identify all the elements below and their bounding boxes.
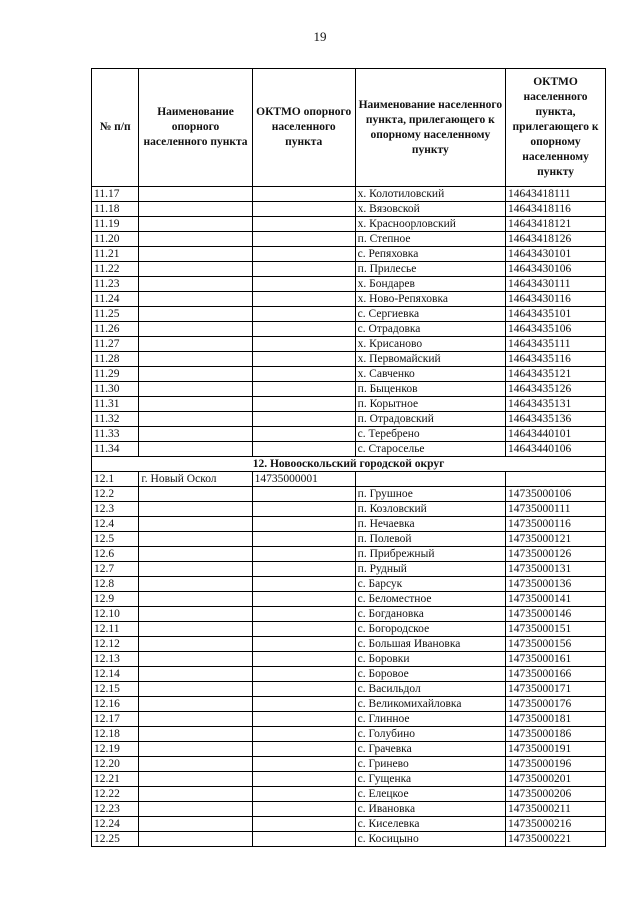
adjacent-settlement-oktmo: 14643435101	[506, 307, 606, 322]
row-number: 12.17	[92, 712, 139, 727]
adjacent-settlement-oktmo: 14735000171	[506, 682, 606, 697]
table-body-section-12	[92, 487, 606, 847]
table-row	[92, 532, 606, 547]
adjacent-settlement-oktmo: 14735000181	[506, 712, 606, 727]
adjacent-settlement-oktmo: 14643440106	[506, 442, 606, 457]
table-row	[92, 427, 606, 442]
row-number: 12.21	[92, 772, 139, 787]
row-number: 11.19	[92, 217, 139, 232]
table-row	[92, 667, 606, 682]
adjacent-settlement-oktmo: 14735000166	[506, 667, 606, 682]
table-row	[92, 217, 606, 232]
adjacent-settlement-oktmo: 14735000106	[506, 487, 606, 502]
adjacent-settlement-name: с. Голубино	[355, 727, 505, 742]
support-settlement-name	[139, 832, 252, 847]
support-settlement-oktmo	[252, 682, 355, 697]
header-adjacent-name: Наименование населенного пункта, прилегающего к опорному населенному пункту	[355, 69, 505, 187]
support-settlement-oktmo	[252, 292, 355, 307]
support-settlement-name	[139, 727, 252, 742]
adjacent-settlement-oktmo: 14735000121	[506, 532, 606, 547]
row-number: 11.27	[92, 337, 139, 352]
adjacent-settlement-name: х. Бондарев	[355, 277, 505, 292]
adjacent-settlement-name: с. Васильдол	[355, 682, 505, 697]
adjacent-settlement-oktmo: 14735000141	[506, 592, 606, 607]
support-settlement-oktmo	[252, 532, 355, 547]
adjacent-settlement-name: с. Киселевка	[355, 817, 505, 832]
support-settlement-name	[139, 337, 252, 352]
adjacent-settlement-oktmo: 14735000191	[506, 742, 606, 757]
adjacent-settlement-name: с. Беломестное	[355, 592, 505, 607]
adjacent-settlement-oktmo: 14735000151	[506, 622, 606, 637]
support-settlement-oktmo	[252, 352, 355, 367]
adjacent-settlement-oktmo	[506, 472, 606, 487]
support-settlement-name	[139, 427, 252, 442]
row-number: 12.3	[92, 502, 139, 517]
row-number: 12.18	[92, 727, 139, 742]
table-row	[92, 232, 606, 247]
support-settlement-oktmo	[252, 322, 355, 337]
support-settlement-name	[139, 592, 252, 607]
support-settlement-name	[139, 682, 252, 697]
section-title: 12. Новооскольский городской округ	[92, 457, 606, 472]
header-number: № п/п	[92, 69, 139, 187]
support-settlement-oktmo	[252, 247, 355, 262]
support-settlement-oktmo	[252, 817, 355, 832]
table-row	[92, 652, 606, 667]
support-settlement-oktmo	[252, 787, 355, 802]
table-row	[92, 757, 606, 772]
adjacent-settlement-name: с. Елецкое	[355, 787, 505, 802]
row-number: 12.1	[92, 472, 139, 487]
table-row	[92, 487, 606, 502]
row-number: 11.30	[92, 382, 139, 397]
adjacent-settlement-oktmo: 14643418121	[506, 217, 606, 232]
support-settlement-oktmo	[252, 772, 355, 787]
support-settlement-name	[139, 202, 252, 217]
support-settlement-oktmo	[252, 382, 355, 397]
table-row	[92, 682, 606, 697]
support-settlement-oktmo	[252, 697, 355, 712]
support-settlement-oktmo	[252, 727, 355, 742]
support-settlement-oktmo	[252, 562, 355, 577]
adjacent-settlement-name: х. Красноорловский	[355, 217, 505, 232]
row-number: 12.8	[92, 577, 139, 592]
support-settlement-row	[92, 472, 606, 487]
row-number: 11.25	[92, 307, 139, 322]
table-body-section-12-title	[92, 457, 606, 487]
row-number: 11.28	[92, 352, 139, 367]
support-settlement-oktmo	[252, 202, 355, 217]
table-body-section-11	[92, 187, 606, 457]
row-number: 11.26	[92, 322, 139, 337]
support-settlement-oktmo	[252, 367, 355, 382]
support-settlement-oktmo	[252, 742, 355, 757]
row-number: 12.22	[92, 787, 139, 802]
support-settlement-name	[139, 712, 252, 727]
adjacent-settlement-oktmo: 14735000216	[506, 817, 606, 832]
table-row	[92, 712, 606, 727]
adjacent-settlement-oktmo: 14643435106	[506, 322, 606, 337]
support-settlement-name	[139, 352, 252, 367]
adjacent-settlement-name: х. Колотиловский	[355, 187, 505, 202]
support-settlement-name	[139, 217, 252, 232]
adjacent-settlement-name: п. Рудный	[355, 562, 505, 577]
table-row	[92, 442, 606, 457]
adjacent-settlement-oktmo: 14735000176	[506, 697, 606, 712]
support-settlement-oktmo	[252, 832, 355, 847]
table-row	[92, 742, 606, 757]
adjacent-settlement-name: п. Грушное	[355, 487, 505, 502]
support-settlement-oktmo	[252, 502, 355, 517]
adjacent-settlement-name: п. Козловский	[355, 502, 505, 517]
adjacent-settlement-name: х. Вязовской	[355, 202, 505, 217]
support-settlement-oktmo	[252, 607, 355, 622]
row-number: 12.24	[92, 817, 139, 832]
support-settlement-name	[139, 307, 252, 322]
support-settlement-name	[139, 547, 252, 562]
table-row	[92, 517, 606, 532]
row-number: 11.22	[92, 262, 139, 277]
row-number: 12.7	[92, 562, 139, 577]
support-settlement-name	[139, 532, 252, 547]
support-settlement-name	[139, 772, 252, 787]
adjacent-settlement-oktmo: 14735000126	[506, 547, 606, 562]
table-row	[92, 802, 606, 817]
adjacent-settlement-oktmo: 14735000206	[506, 787, 606, 802]
support-settlement-name	[139, 277, 252, 292]
adjacent-settlement-name: с. Боровое	[355, 667, 505, 682]
adjacent-settlement-oktmo: 14735000156	[506, 637, 606, 652]
adjacent-settlement-oktmo: 14643430106	[506, 262, 606, 277]
support-settlement-oktmo	[252, 547, 355, 562]
adjacent-settlement-name: с. Ивановка	[355, 802, 505, 817]
support-settlement-oktmo	[252, 712, 355, 727]
row-number: 11.33	[92, 427, 139, 442]
support-settlement-oktmo	[252, 412, 355, 427]
adjacent-settlement-oktmo: 14643418111	[506, 187, 606, 202]
table-row	[92, 502, 606, 517]
adjacent-settlement-name	[355, 472, 505, 487]
support-settlement-oktmo	[252, 802, 355, 817]
adjacent-settlement-name: п. Прилесье	[355, 262, 505, 277]
support-settlement-name	[139, 817, 252, 832]
adjacent-settlement-name: п. Нечаевка	[355, 517, 505, 532]
row-number: 11.34	[92, 442, 139, 457]
adjacent-settlement-name: п. Полевой	[355, 532, 505, 547]
table-row	[92, 697, 606, 712]
row-number: 11.18	[92, 202, 139, 217]
support-settlement-name	[139, 622, 252, 637]
adjacent-settlement-name: п. Быценков	[355, 382, 505, 397]
adjacent-settlement-oktmo: 14643435121	[506, 367, 606, 382]
adjacent-settlement-name: п. Степное	[355, 232, 505, 247]
row-number: 12.20	[92, 757, 139, 772]
support-settlement-oktmo	[252, 622, 355, 637]
header-support-name: Наименование опорного населенного пункта	[139, 69, 252, 187]
table-row	[92, 727, 606, 742]
adjacent-settlement-name: с. Староселье	[355, 442, 505, 457]
support-settlement-name	[139, 652, 252, 667]
support-settlement-oktmo	[252, 187, 355, 202]
adjacent-settlement-oktmo: 14643418116	[506, 202, 606, 217]
row-number: 11.24	[92, 292, 139, 307]
support-settlement-oktmo	[252, 667, 355, 682]
support-settlement-name	[139, 367, 252, 382]
table-row	[92, 292, 606, 307]
support-settlement-name	[139, 757, 252, 772]
table-row	[92, 817, 606, 832]
table-row	[92, 307, 606, 322]
adjacent-settlement-name: х. Крисаново	[355, 337, 505, 352]
support-settlement-name	[139, 262, 252, 277]
row-number: 12.11	[92, 622, 139, 637]
support-settlement-oktmo	[252, 592, 355, 607]
support-settlement-oktmo	[252, 262, 355, 277]
support-settlement-name	[139, 637, 252, 652]
row-number: 11.32	[92, 412, 139, 427]
table-row	[92, 562, 606, 577]
adjacent-settlement-oktmo: 14643435136	[506, 412, 606, 427]
adjacent-settlement-oktmo: 14735000146	[506, 607, 606, 622]
header-support-oktmo: ОКТМО опорного населенного пункта	[252, 69, 355, 187]
support-settlement-oktmo	[252, 487, 355, 502]
support-settlement-name	[139, 187, 252, 202]
section-title-row	[92, 457, 606, 472]
table-row	[92, 547, 606, 562]
adjacent-settlement-name: п. Отрадовский	[355, 412, 505, 427]
table-row	[92, 772, 606, 787]
adjacent-settlement-name: с. Гринево	[355, 757, 505, 772]
adjacent-settlement-name: с. Грачевка	[355, 742, 505, 757]
row-number: 12.25	[92, 832, 139, 847]
adjacent-settlement-name: с. Сергиевка	[355, 307, 505, 322]
support-settlement-oktmo	[252, 442, 355, 457]
table-row	[92, 637, 606, 652]
adjacent-settlement-name: с. Глинное	[355, 712, 505, 727]
adjacent-settlement-oktmo: 14735000111	[506, 502, 606, 517]
table-row	[92, 337, 606, 352]
settlements-table	[91, 68, 606, 847]
table-row	[92, 247, 606, 262]
header-adjacent-oktmo: ОКТМО населенного пункта, прилегающего к опорному населенному пункту	[506, 69, 606, 187]
support-settlement-name	[139, 562, 252, 577]
table-row	[92, 187, 606, 202]
support-settlement-name	[139, 322, 252, 337]
support-settlement-name	[139, 292, 252, 307]
row-number: 12.4	[92, 517, 139, 532]
adjacent-settlement-name: с. Косицыно	[355, 832, 505, 847]
table-row	[92, 202, 606, 217]
support-settlement-oktmo	[252, 637, 355, 652]
adjacent-settlement-oktmo: 14735000196	[506, 757, 606, 772]
adjacent-settlement-name: х. Савченко	[355, 367, 505, 382]
adjacent-settlement-oktmo: 14643430101	[506, 247, 606, 262]
support-settlement-name	[139, 382, 252, 397]
support-settlement-oktmo	[252, 652, 355, 667]
support-settlement-name: г. Новый Оскол	[139, 472, 252, 487]
support-settlement-name	[139, 607, 252, 622]
adjacent-settlement-name: п. Прибрежный	[355, 547, 505, 562]
adjacent-settlement-oktmo: 14643430111	[506, 277, 606, 292]
support-settlement-name	[139, 247, 252, 262]
table-row	[92, 577, 606, 592]
support-settlement-oktmo	[252, 337, 355, 352]
support-settlement-name	[139, 412, 252, 427]
adjacent-settlement-oktmo: 14735000116	[506, 517, 606, 532]
adjacent-settlement-oktmo: 14735000161	[506, 652, 606, 667]
row-number: 12.14	[92, 667, 139, 682]
support-settlement-name	[139, 697, 252, 712]
adjacent-settlement-oktmo: 14735000211	[506, 802, 606, 817]
row-number: 11.21	[92, 247, 139, 262]
row-number: 12.12	[92, 637, 139, 652]
adjacent-settlement-name: с. Богородское	[355, 622, 505, 637]
support-settlement-name	[139, 232, 252, 247]
adjacent-settlement-oktmo: 14643435131	[506, 397, 606, 412]
support-settlement-oktmo	[252, 232, 355, 247]
support-settlement-name	[139, 442, 252, 457]
adjacent-settlement-oktmo: 14735000221	[506, 832, 606, 847]
adjacent-settlement-name: с. Богдановка	[355, 607, 505, 622]
adjacent-settlement-oktmo: 14643440101	[506, 427, 606, 442]
row-number: 12.10	[92, 607, 139, 622]
support-settlement-name	[139, 517, 252, 532]
adjacent-settlement-oktmo: 14643435126	[506, 382, 606, 397]
page-number: 19	[313, 29, 327, 44]
adjacent-settlement-name: с. Гущенка	[355, 772, 505, 787]
support-settlement-oktmo	[252, 217, 355, 232]
adjacent-settlement-name: с. Теребрено	[355, 427, 505, 442]
adjacent-settlement-oktmo: 14735000131	[506, 562, 606, 577]
adjacent-settlement-oktmo: 14643435111	[506, 337, 606, 352]
adjacent-settlement-oktmo: 14735000186	[506, 727, 606, 742]
table-row	[92, 622, 606, 637]
support-settlement-oktmo	[252, 757, 355, 772]
support-settlement-oktmo	[252, 427, 355, 442]
adjacent-settlement-name: с. Барсук	[355, 577, 505, 592]
table-row	[92, 607, 606, 622]
adjacent-settlement-name: с. Большая Ивановка	[355, 637, 505, 652]
adjacent-settlement-name: х. Первомайский	[355, 352, 505, 367]
support-settlement-name	[139, 802, 252, 817]
table-row	[92, 787, 606, 802]
support-settlement-oktmo	[252, 277, 355, 292]
adjacent-settlement-oktmo: 14735000136	[506, 577, 606, 592]
row-number: 12.13	[92, 652, 139, 667]
row-number: 12.6	[92, 547, 139, 562]
table-row	[92, 322, 606, 337]
table-row	[92, 832, 606, 847]
support-settlement-name	[139, 502, 252, 517]
row-number: 12.19	[92, 742, 139, 757]
table-row	[92, 397, 606, 412]
table-header-row	[92, 69, 606, 187]
row-number: 11.31	[92, 397, 139, 412]
table-row	[92, 262, 606, 277]
table-row	[92, 277, 606, 292]
table-row	[92, 412, 606, 427]
row-number: 12.15	[92, 682, 139, 697]
table-row	[92, 592, 606, 607]
row-number: 12.5	[92, 532, 139, 547]
row-number: 12.9	[92, 592, 139, 607]
row-number: 11.23	[92, 277, 139, 292]
row-number: 12.16	[92, 697, 139, 712]
support-settlement-oktmo	[252, 307, 355, 322]
adjacent-settlement-name: с. Отрадовка	[355, 322, 505, 337]
adjacent-settlement-name: п. Корытное	[355, 397, 505, 412]
adjacent-settlement-name: х. Ново-Репяховка	[355, 292, 505, 307]
table-row	[92, 382, 606, 397]
adjacent-settlement-name: с. Великомихайловка	[355, 697, 505, 712]
support-settlement-oktmo	[252, 517, 355, 532]
row-number: 11.29	[92, 367, 139, 382]
adjacent-settlement-oktmo: 14643418126	[506, 232, 606, 247]
row-number: 12.23	[92, 802, 139, 817]
support-settlement-oktmo: 14735000001	[252, 472, 355, 487]
support-settlement-name	[139, 577, 252, 592]
table-row	[92, 367, 606, 382]
adjacent-settlement-name: с. Боровки	[355, 652, 505, 667]
row-number: 11.17	[92, 187, 139, 202]
support-settlement-name	[139, 667, 252, 682]
table-row	[92, 352, 606, 367]
adjacent-settlement-oktmo: 14643435116	[506, 352, 606, 367]
adjacent-settlement-oktmo: 14735000201	[506, 772, 606, 787]
support-settlement-name	[139, 487, 252, 502]
support-settlement-oktmo	[252, 577, 355, 592]
row-number: 12.2	[92, 487, 139, 502]
support-settlement-name	[139, 397, 252, 412]
support-settlement-name	[139, 787, 252, 802]
support-settlement-oktmo	[252, 397, 355, 412]
adjacent-settlement-oktmo: 14643430116	[506, 292, 606, 307]
row-number: 11.20	[92, 232, 139, 247]
adjacent-settlement-name: с. Репяховка	[355, 247, 505, 262]
support-settlement-name	[139, 742, 252, 757]
